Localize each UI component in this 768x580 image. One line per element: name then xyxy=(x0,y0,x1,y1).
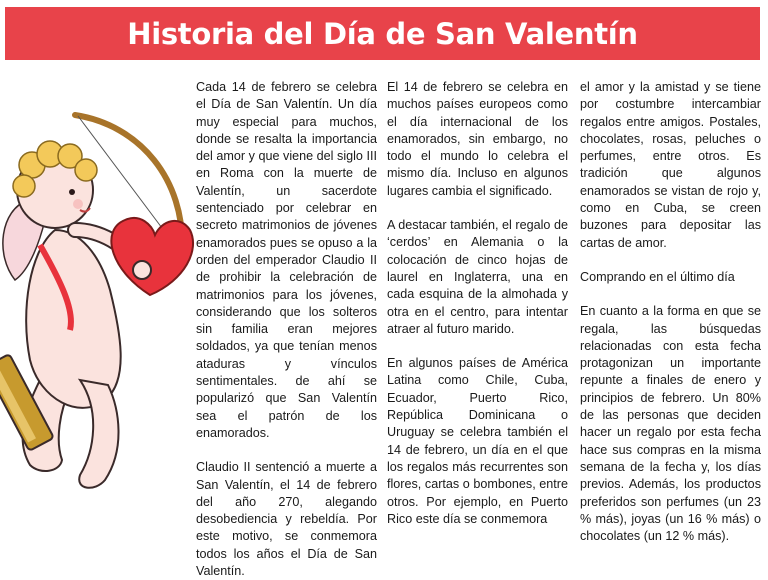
section-subheading: Comprando en el último día xyxy=(580,269,735,284)
text-column-1 xyxy=(196,79,377,580)
text-column-2 xyxy=(387,79,568,528)
paragraph: En algunos países de América Latina como Chile, Cuba, Ecuador, Puerto Rico, República Dominicana o Uruguay se celebra también el 14 de febrero, un día en el que los regalos más recurrentes son flores, cartas o bombones, entre otros. Por ejemplo, en Puerto Rico este día se conmemora xyxy=(387,356,568,526)
heart-icon xyxy=(111,218,193,295)
cupid-illustration xyxy=(0,80,200,500)
paragraph: Cada 14 de febrero se celebra el Día de San Valentín. Un día muy especial para muchos, donde se resalta la importancia del amor y que viene del siglo III en Roma con la muerte de Valentín, un sacerdote sentenciado por celebrar en secreto matrimonios de jóvenes enamorados pues se opuso a la orden del emperador Claudio II de prohibir la celebración de matrimonios para los jóvenes, considerando que los solteros sin familia eran mejores soldados, ya que tenían menos ataduras y vínculos sentimentales. de ahí se popularizó que San Valentín sea el patrón de los enamorados. xyxy=(196,80,377,440)
paragraph: A destacar también, el regalo de ‘cerdos’ en Alemania o la colocación de cinco hojas de laurel en Inglaterra, una en cada esquina de la almohada y otra en el centro, para intentar atraer al futuro marido. xyxy=(387,218,568,336)
paragraph: el amor y la amistad y se tiene por costumbre intercambiar regalos entre amigos. Postales, chocolates, rosas, peluches o perfumes, entre otros. Es tradición que algunos enamorados se vistan de rojo y, como en Cuba, se creen buzones para depositar las cartas de amor. xyxy=(580,80,761,250)
paragraph: En cuanto a la forma en que se regala, las búsquedas relacionadas con esta fecha protagonizan un importante repunte a finales de enero y principios de febrero. Un 80% de las personas que deciden hacer un regalo por esta fecha hace sus compras en la misma semana de la fecha y, los días previos. Además, los productos preferidos son perfumes (un 23 % más), joyas (un 16 % más) o chocolates (un 12 % más). xyxy=(580,304,761,544)
cupid-eye xyxy=(69,189,75,195)
paragraph: El 14 de febrero se celebra en muchos países europeos como el día internacional de los enamorados, sin embargo, no todo el mundo lo celebra el mismo día. Incluso en algunos lugares cambia el significado. xyxy=(387,80,568,198)
paragraph: Claudio II sentenció a muerte a San Valentín, el 14 de febrero del año 270, alegando desobediencia y rebeldía. Por este motivo, se conmemora todos los años el Día de San Valentín. xyxy=(196,460,377,579)
page-title: Historia del Día de San Valentín xyxy=(127,16,638,51)
text-column-3 xyxy=(580,79,761,545)
title-banner xyxy=(5,7,760,60)
